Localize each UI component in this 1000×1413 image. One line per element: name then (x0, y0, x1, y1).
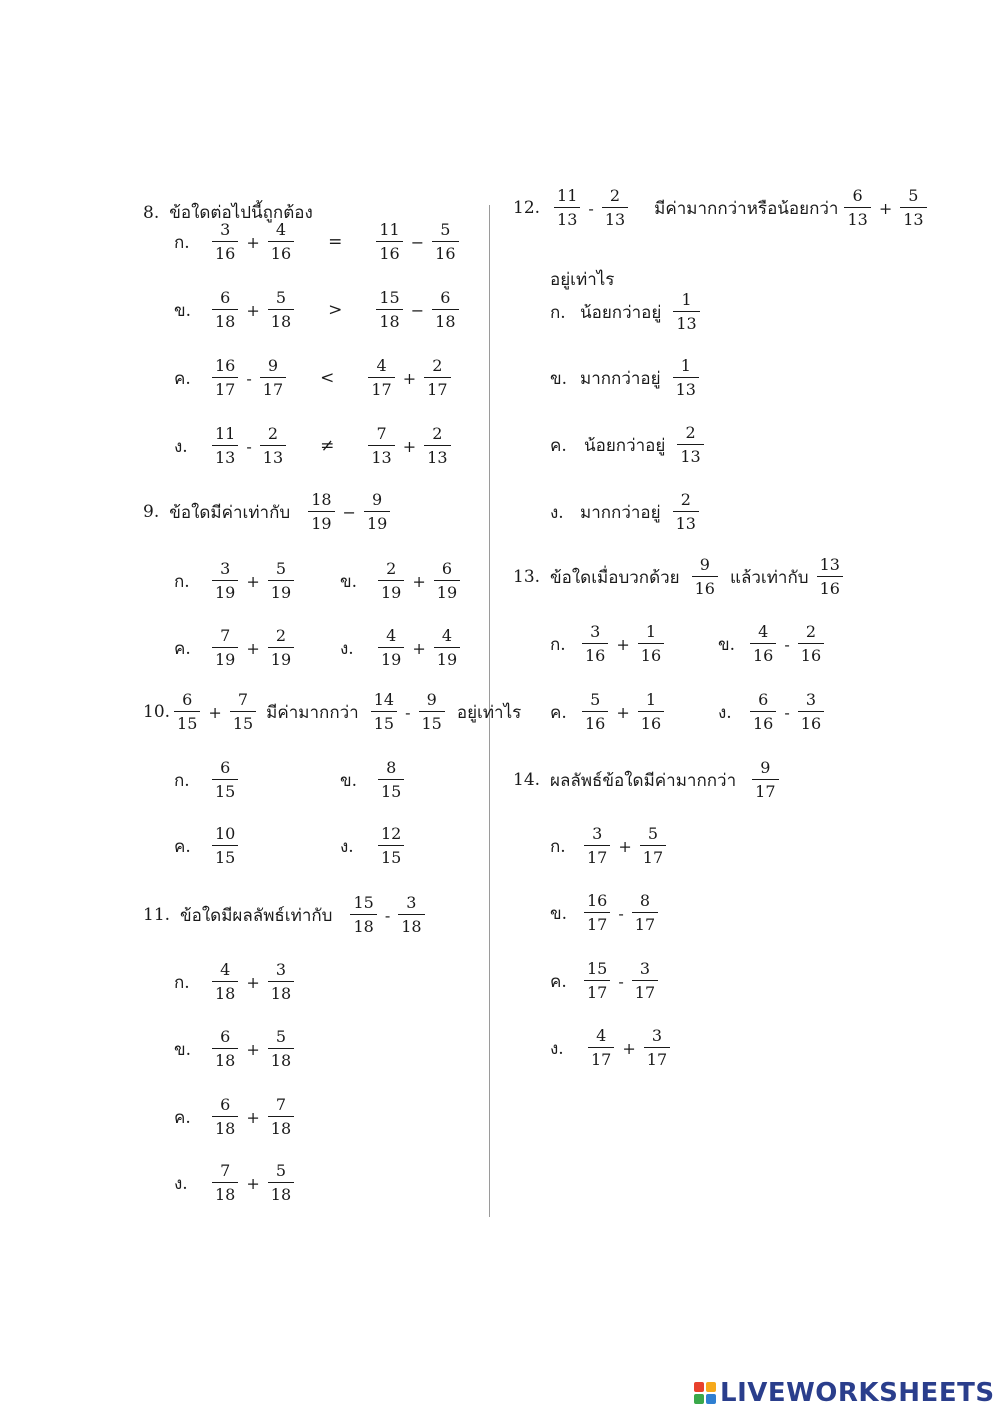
fraction: $\frac{6}{15}$ (174, 692, 200, 732)
q11-choice-b[interactable] (174, 1029, 298, 1069)
q10-choice-a[interactable] (174, 760, 242, 800)
q12-choice-c[interactable] (550, 425, 708, 465)
fraction: $\frac{2}{13}$ (673, 492, 699, 532)
choice-label: ง. (174, 436, 188, 457)
fraction: $\frac{9}{19}$ (364, 492, 390, 532)
choice-label: ง. (174, 1173, 188, 1194)
question-number: 12. (513, 198, 541, 218)
fraction: $\frac{3}{16}$ (582, 624, 608, 664)
logo-square (706, 1394, 716, 1404)
q8-choice-d[interactable] (174, 426, 455, 466)
question-number: 10. (143, 702, 171, 722)
operator: - (384, 905, 391, 925)
choice-text: มากกว่าอยู่ (580, 502, 661, 523)
q9-choice-c[interactable] (174, 628, 298, 668)
question-11-title (143, 895, 429, 935)
fraction: $\frac{6}{13}$ (844, 188, 870, 228)
choice-label: ง. (550, 502, 564, 523)
choice-label: ค. (550, 971, 567, 992)
fraction: $\frac{5}{17}$ (640, 826, 666, 866)
fraction: $\frac{2}{16}$ (798, 624, 824, 664)
fraction: $\frac{3}{16}$ (212, 222, 238, 262)
question-13-title (513, 557, 847, 597)
fraction: $\frac{2}{19}$ (268, 628, 294, 668)
q13-choice-b[interactable] (718, 624, 828, 664)
q14-choice-d[interactable] (550, 1028, 674, 1068)
operator: − (410, 300, 425, 320)
relation: = (328, 232, 343, 252)
operator: - (618, 903, 624, 923)
fraction: $\frac{11}{13}$ (212, 426, 238, 466)
q8-choice-c[interactable] (174, 358, 455, 398)
fraction: $\frac{5}{19}$ (268, 561, 294, 601)
fraction: $\frac{1}{13}$ (673, 292, 699, 332)
fraction: $\frac{11}{13}$ (554, 188, 580, 228)
operator: + (246, 571, 260, 591)
operator: + (246, 1039, 260, 1059)
fraction: $\frac{7}{19}$ (212, 628, 238, 668)
operator: + (208, 702, 222, 722)
q9-choice-a[interactable] (174, 561, 298, 601)
operator: - (246, 436, 252, 456)
q14-choice-c[interactable] (550, 961, 662, 1001)
question-text: ข้อใดเมื่อบวกด้วย (550, 567, 680, 588)
question-text: ข้อใดมีผลลัพธ์เท่ากับ (180, 905, 333, 926)
operator: + (246, 300, 260, 320)
choice-label: ก. (550, 302, 566, 323)
choice-text: น้อยกว่าอยู่ (584, 435, 666, 456)
fraction: $\frac{14}{15}$ (371, 692, 397, 732)
relation: < (320, 368, 335, 388)
question-text: อยู่เท่าไร (456, 702, 522, 723)
logo-square (694, 1394, 704, 1404)
operator: - (784, 634, 790, 654)
fraction: $\frac{5}{13}$ (900, 188, 926, 228)
operator: - (246, 368, 252, 388)
choice-label: ค. (174, 638, 191, 659)
liveworksheets-logo[interactable] (694, 1378, 995, 1408)
choice-label: ข. (550, 368, 568, 389)
fraction: $\frac{7}{18}$ (212, 1163, 238, 1203)
question-text: มีค่ามากกว่า (266, 702, 359, 723)
question-number: 11. (143, 905, 171, 925)
choice-label: ข. (718, 634, 736, 655)
fraction: $\frac{1}{16}$ (638, 692, 664, 732)
fraction: $\frac{3}{18}$ (398, 895, 424, 935)
question-number: 14. (513, 770, 541, 790)
choice-label: ข. (340, 770, 358, 791)
operator: + (246, 1173, 260, 1193)
q13-choice-d[interactable] (718, 692, 828, 732)
operator: + (246, 1107, 260, 1127)
operator: - (784, 702, 790, 722)
fraction: $\frac{18}{19}$ (308, 492, 334, 532)
choice-label: ง. (718, 702, 732, 723)
q13-choice-a[interactable] (550, 624, 668, 664)
question-14-title (513, 760, 783, 800)
fraction: $\frac{10}{15}$ (212, 826, 238, 866)
logo-square (694, 1382, 704, 1392)
fraction: $\frac{15}{17}$ (584, 961, 610, 1001)
fraction: $\frac{6}{19}$ (434, 561, 460, 601)
question-9-title (143, 492, 394, 532)
operator: + (412, 571, 426, 591)
fraction: $\frac{3}{17}$ (644, 1028, 670, 1068)
fraction: $\frac{5}{18}$ (268, 290, 294, 330)
choice-label: ก. (550, 836, 566, 857)
fraction: $\frac{4}{17}$ (368, 358, 394, 398)
fraction: $\frac{9}{17}$ (260, 358, 286, 398)
fraction: $\frac{8}{17}$ (632, 893, 658, 933)
fraction: $\frac{6}{18}$ (212, 1029, 238, 1069)
fraction: $\frac{7}{13}$ (368, 426, 394, 466)
question-text: ข้อใดต่อไปนี้ถูกต้อง (169, 203, 313, 223)
operator: + (618, 836, 632, 856)
operator: + (622, 1038, 636, 1058)
fraction: $\frac{13}{16}$ (817, 557, 843, 597)
operator: + (246, 972, 260, 992)
q9-choice-b[interactable] (340, 561, 464, 601)
fraction: $\frac{3}{17}$ (584, 826, 610, 866)
fraction: $\frac{2}{19}$ (378, 561, 404, 601)
question-12-continuation (550, 266, 614, 293)
q11-choice-d[interactable] (174, 1163, 298, 1203)
choice-label: ก. (174, 571, 190, 592)
fraction: $\frac{16}{17}$ (584, 893, 610, 933)
fraction: $\frac{3}{17}$ (632, 961, 658, 1001)
fraction: $\frac{4}{19}$ (434, 628, 460, 668)
fraction: $\frac{3}{18}$ (268, 962, 294, 1002)
choice-label: ก. (174, 972, 190, 993)
question-text: มีค่ามากกว่าหรือน้อยกว่า (654, 198, 839, 219)
operator: + (246, 638, 260, 658)
choice-text: น้อยกว่าอยู่ (580, 302, 662, 323)
question-number: 9. (143, 502, 160, 522)
choice-text: มากกว่าอยู่ (580, 368, 661, 389)
fraction: $\frac{5}{16}$ (582, 692, 608, 732)
fraction: $\frac{4}{17}$ (588, 1028, 614, 1068)
fraction: $\frac{9}{17}$ (752, 760, 778, 800)
choice-label: ค. (550, 435, 567, 456)
fraction: $\frac{3}{19}$ (212, 561, 238, 601)
question-text: อยู่เท่าไร (550, 270, 615, 290)
fraction: $\frac{7}{18}$ (268, 1097, 294, 1137)
choice-label: ข. (550, 903, 568, 924)
operator: + (402, 368, 417, 388)
q12-choice-b[interactable] (550, 358, 703, 398)
fraction: $\frac{5}{18}$ (268, 1163, 294, 1203)
q9-choice-d[interactable] (340, 628, 464, 668)
q12-choice-a[interactable] (550, 292, 704, 332)
choice-label: ก. (174, 232, 190, 253)
q11-choice-a[interactable] (174, 962, 298, 1002)
q14-choice-b[interactable] (550, 893, 662, 933)
fraction: $\frac{4}{16}$ (750, 624, 776, 664)
q8-choice-a[interactable] (174, 222, 463, 262)
choice-label: ก. (174, 770, 190, 791)
relation: ≠ (320, 436, 335, 456)
question-number: 8. (143, 202, 160, 223)
choice-label: ง. (340, 638, 354, 659)
question-number: 13. (513, 567, 541, 587)
choice-label: ค. (174, 836, 191, 857)
choice-label: ง. (550, 1038, 564, 1059)
fraction: $\frac{1}{16}$ (638, 624, 664, 664)
q14-choice-a[interactable] (550, 826, 670, 866)
question-text: ข้อใดมีค่าเท่ากับ (169, 502, 291, 523)
fraction: $\frac{6}{16}$ (750, 692, 776, 732)
choice-label: ข. (340, 571, 358, 592)
operator: − (342, 502, 356, 522)
q13-choice-c[interactable] (550, 692, 668, 732)
operator: + (616, 634, 630, 654)
fraction: $\frac{2}{13}$ (424, 426, 450, 466)
fraction: $\frac{2}{13}$ (260, 426, 286, 466)
fraction: $\frac{15}{18}$ (350, 895, 376, 935)
fraction: $\frac{4}{16}$ (268, 222, 294, 262)
operator: + (412, 638, 426, 658)
choice-label: ข. (174, 300, 192, 321)
choice-label: ง. (340, 836, 354, 857)
question-10-title (143, 692, 521, 732)
fraction: $\frac{9}{16}$ (692, 557, 718, 597)
fraction: $\frac{6}{18}$ (432, 290, 458, 330)
question-text: แล้วเท่ากับ (729, 567, 809, 588)
fraction: $\frac{5}{18}$ (268, 1029, 294, 1069)
fraction: $\frac{3}{16}$ (798, 692, 824, 732)
question-12-title (513, 188, 931, 228)
q11-choice-c[interactable] (174, 1097, 298, 1137)
question-text: ผลลัพธ์ข้อใดมีค่ามากกว่า (550, 770, 737, 791)
operator: + (402, 436, 417, 456)
fraction: $\frac{2}{13}$ (677, 425, 703, 465)
fraction: $\frac{2}{13}$ (602, 188, 628, 228)
fraction: $\frac{6}{18}$ (212, 290, 238, 330)
fraction: $\frac{6}{18}$ (212, 1097, 238, 1137)
relation: > (328, 300, 343, 320)
q8-choice-b[interactable] (174, 290, 463, 330)
operator: - (588, 198, 594, 218)
operator: - (405, 702, 411, 722)
fraction: $\frac{8}{15}$ (378, 760, 404, 800)
q10-choice-c[interactable] (174, 826, 242, 866)
fraction: $\frac{12}{15}$ (378, 826, 404, 866)
choice-label: ค. (550, 702, 567, 723)
fraction: $\frac{16}{17}$ (212, 358, 238, 398)
logo-square (706, 1382, 716, 1392)
fraction: $\frac{4}{18}$ (212, 962, 238, 1002)
operator: + (878, 198, 893, 218)
fraction: $\frac{4}{19}$ (378, 628, 404, 668)
q10-choice-d[interactable] (340, 826, 408, 866)
fraction: $\frac{11}{16}$ (376, 222, 402, 262)
logo-icon (694, 1382, 716, 1404)
fraction: $\frac{6}{15}$ (212, 760, 238, 800)
operator: - (618, 971, 624, 991)
choice-label: ค. (174, 368, 191, 389)
fraction: $\frac{2}{17}$ (424, 358, 450, 398)
logo-text: LIVEWORKSHEETS (720, 1378, 995, 1408)
operator: + (616, 702, 630, 722)
fraction: $\frac{5}{16}$ (432, 222, 458, 262)
q10-choice-b[interactable] (340, 760, 408, 800)
q12-choice-d[interactable] (550, 492, 703, 532)
choice-label: ข. (174, 1039, 192, 1060)
operator: − (410, 232, 425, 252)
fraction: $\frac{15}{18}$ (376, 290, 402, 330)
fraction: $\frac{1}{13}$ (673, 358, 699, 398)
choice-label: ก. (550, 634, 566, 655)
fraction: $\frac{9}{15}$ (419, 692, 445, 732)
choice-label: ค. (174, 1107, 191, 1128)
fraction: $\frac{7}{15}$ (230, 692, 256, 732)
operator: + (246, 232, 260, 252)
